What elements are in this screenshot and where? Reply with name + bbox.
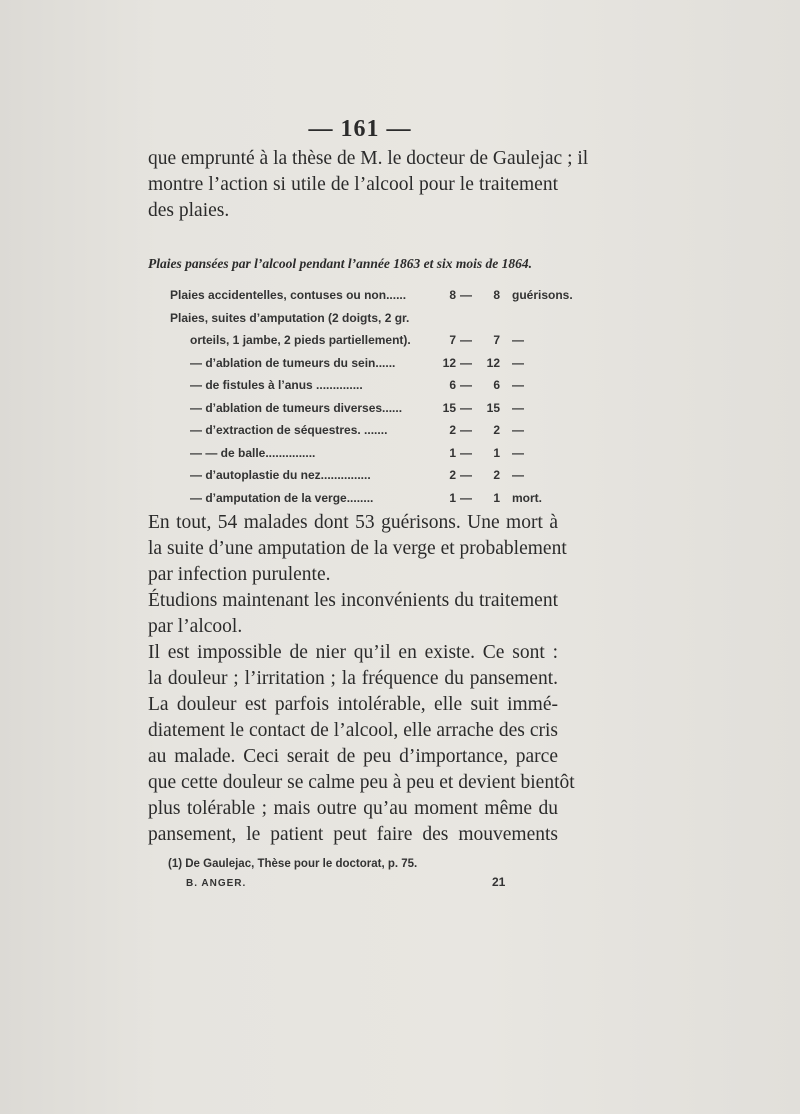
- table-row: [170, 401, 570, 424]
- row-outcome: mort.: [512, 490, 542, 505]
- row-outcome-count: 8: [493, 288, 500, 302]
- text-line: que cette douleur se calme peu à peu et devient bientôt: [148, 772, 575, 793]
- table-row: [170, 333, 570, 356]
- row-label: — d’ablation de tumeurs du sein......: [190, 355, 396, 370]
- row-outcome-count: 2: [493, 423, 500, 437]
- text-line: montre l’action si utile de l’alcool pour le traitement: [148, 174, 558, 195]
- text-line: pansement, le patient peut faire des mouvements: [148, 824, 558, 845]
- row-label: — d’autoplastie du nez...............: [190, 468, 371, 482]
- row-outcome-count: 1: [493, 490, 500, 505]
- row-label: — — de balle...............: [190, 445, 316, 460]
- text-line: En tout, 54 malades dont 53 guérisons. Une mort à: [148, 512, 558, 533]
- row-outcome-count: 12: [486, 355, 500, 370]
- text-line: Il est impossible de nier qu’il en existe. Ce sont :: [148, 642, 558, 663]
- row-dash: —: [460, 423, 472, 437]
- row-label: — d’ablation de tumeurs diverses......: [190, 400, 403, 415]
- row-dash: —: [460, 333, 472, 347]
- text-line: par infection purulente.: [148, 564, 331, 585]
- table-row: [170, 288, 573, 311]
- sheet-number: 21: [492, 875, 506, 889]
- table-row: [170, 378, 570, 401]
- row-dash: —: [460, 288, 472, 302]
- table-row: [170, 356, 570, 379]
- row-outcome: guérisons.: [512, 288, 573, 302]
- row-label: Plaies accidentelles, contuses ou non......: [170, 288, 407, 302]
- row-dash: —: [460, 468, 472, 482]
- row-count: 12: [442, 355, 456, 370]
- row-count: 15: [442, 400, 456, 415]
- footnote: (1) De Gaulejac, Thèse pour le doctorat, p. 75.: [168, 858, 418, 870]
- text-line: des plaies.: [148, 200, 230, 221]
- text-line: la douleur ; l’irritation ; la fréquence du pansement.: [148, 668, 558, 689]
- row-outcome-count: 1: [493, 445, 500, 460]
- text-line: que emprunté à la thèse de M. le docteur de Gaulejac ; il: [148, 148, 589, 169]
- text-line: diatement le contact de l’alcool, elle arrache des cris: [148, 720, 558, 741]
- row-outcome: —: [512, 423, 524, 437]
- row-dash: —: [460, 355, 472, 370]
- table-row: [170, 311, 570, 334]
- row-label: orteils, 1 jambe, 2 pieds partiellement).: [190, 333, 411, 347]
- row-dash: —: [460, 490, 472, 505]
- text-line: Étudions maintenant les inconvénients du traitement: [148, 590, 558, 611]
- row-count: 1: [449, 490, 456, 505]
- row-dash: —: [460, 400, 472, 415]
- text-line: plus tolérable ; mais outre qu’au moment même du: [148, 798, 558, 819]
- row-label: — d’amputation de la verge........: [190, 490, 374, 505]
- row-label: — d’extraction de séquestres. .......: [190, 423, 388, 437]
- row-dash: —: [460, 445, 472, 460]
- text-line: au malade. Ceci serait de peu d’importance, parce: [148, 746, 558, 767]
- wound-table: [170, 288, 573, 513]
- row-outcome: —: [512, 378, 524, 392]
- body-text: [148, 510, 575, 848]
- row-outcome-count: 7: [493, 333, 500, 347]
- row-count: 7: [449, 333, 456, 347]
- table-row: [170, 446, 570, 469]
- row-count: 2: [449, 423, 456, 437]
- row-label: — de fistules à l’anus ..............: [190, 378, 363, 392]
- row-dash: —: [460, 378, 472, 392]
- table-title: Plaies pansées par l’alcool pendant l’année 1863 et six mois de 1864.: [148, 256, 532, 271]
- table-row: [170, 468, 570, 491]
- text-line: la suite d’une amputation de la verge et probablement: [148, 538, 567, 559]
- row-count: 2: [449, 468, 456, 482]
- table-row: [170, 423, 570, 446]
- row-outcome: —: [512, 468, 524, 482]
- row-outcome-count: 15: [486, 400, 500, 415]
- row-outcome-count: 2: [493, 468, 500, 482]
- text-line: La douleur est parfois intolérable, elle suit immé-: [148, 694, 558, 715]
- signature-mark: B. ANGER.: [186, 878, 247, 889]
- row-outcome-count: 6: [493, 378, 500, 392]
- row-count: 8: [449, 288, 456, 302]
- row-count: 6: [449, 378, 456, 392]
- page-number: — 161 —: [308, 116, 412, 142]
- row-outcome: —: [512, 355, 524, 370]
- text-line: par l’alcool.: [148, 616, 243, 637]
- row-outcome: —: [512, 400, 524, 415]
- intro-paragraph: [148, 146, 589, 224]
- row-count: 1: [449, 445, 456, 460]
- row-label: Plaies, suites d’amputation (2 doigts, 2 gr.: [170, 310, 410, 325]
- row-outcome: —: [512, 445, 524, 460]
- row-outcome: —: [512, 333, 524, 347]
